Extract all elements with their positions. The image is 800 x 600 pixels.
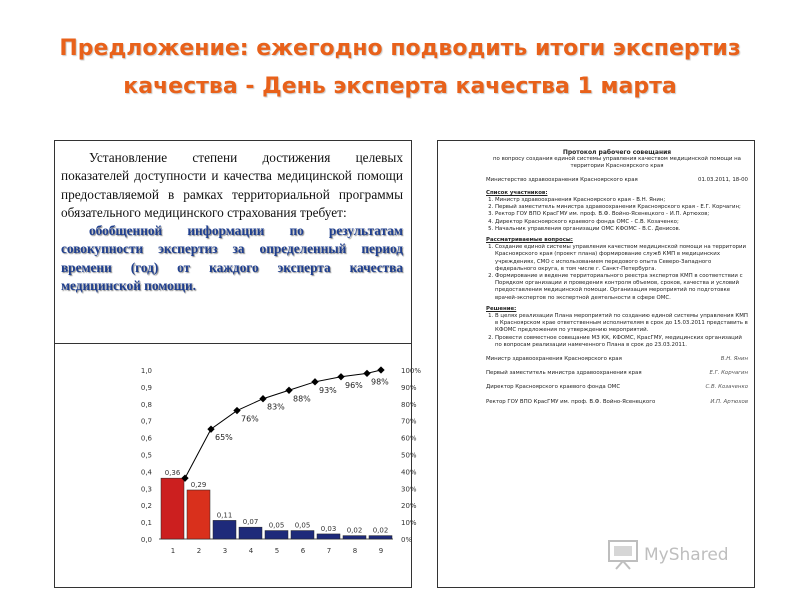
y-right-tick-label: 70% xyxy=(401,417,417,426)
questions-heading: Рассматриваемые вопросы: xyxy=(486,237,573,244)
y-left-tick-label: 0,8 xyxy=(140,400,152,409)
cumulative-point xyxy=(311,378,318,385)
question-item: 1. Создание единой системы управления качеством медицинской помощи на территории Красноярского края (проект плана) формирование служб КМП в медицинских учреждениях, СМО с использованием передового опыта Северо-Западного федерального округа, в том числе г. Санкт-Петербурга. xyxy=(495,244,748,273)
signature-row xyxy=(486,384,748,391)
decision-heading: Решение: xyxy=(486,305,517,312)
y-left-tick-label: 0,1 xyxy=(140,519,152,528)
y-left-tick-label: 0,3 xyxy=(140,485,152,494)
y-left-tick-label: 0,2 xyxy=(140,502,152,511)
protocol-org: Министерство здравоохранения Красноярского края xyxy=(486,176,638,183)
bar-value-label: 0,05 xyxy=(268,521,285,530)
bar-value-label: 0,02 xyxy=(346,526,363,535)
y-left-tick-label: 0,7 xyxy=(140,417,152,426)
participants-list xyxy=(486,197,748,233)
x-tick-label: 4 xyxy=(248,547,254,555)
cumulative-point-label: 88% xyxy=(293,394,311,404)
cumulative-point-label: 98% xyxy=(371,377,389,387)
y-left-tick-label: 0,5 xyxy=(140,451,152,460)
signature-role: Ректор ГОУ ВПО КрасГМУ им. проф. В.Ф. Войно-Ясенецкого xyxy=(486,398,656,405)
y-right-tick-label: 90% xyxy=(401,383,417,392)
watermark xyxy=(606,537,756,577)
participant-item: 1. Министр здравоохранения Красноярского края - В.Н. Янин; xyxy=(495,197,748,204)
signature-role: Первый заместитель министра здравоохранения края xyxy=(486,370,642,377)
bar-value-label: 0,29 xyxy=(190,480,207,489)
y-right-tick-label: 0% xyxy=(401,536,413,544)
bar xyxy=(161,478,184,539)
y-right-tick-label: 80% xyxy=(401,400,417,409)
cumulative-point-label: 83% xyxy=(267,402,285,412)
bar xyxy=(317,534,340,539)
slide-title-line-1: Предложение: ежегодно подводить итоги экспертиз xyxy=(59,36,741,61)
y-right-tick-label: 100% xyxy=(401,367,422,375)
pareto-chart xyxy=(55,346,422,586)
y-left-tick-label: 0,4 xyxy=(140,468,152,477)
signature-row xyxy=(486,356,748,363)
cumulative-point xyxy=(363,370,370,377)
cumulative-point xyxy=(377,366,384,373)
bar-value-label: 0,03 xyxy=(320,524,337,533)
decision-item: 2. Провести совместное совещание МЗ КК, КФОМС, КрасГМУ, медицинских организаций по вопросам реализации намеченного Плана в срок до 23.03.2011. xyxy=(495,335,748,349)
bar xyxy=(343,536,366,539)
cumulative-point xyxy=(337,373,344,380)
protocol-title: Протокол рабочего совещания xyxy=(562,149,672,156)
protocol-document xyxy=(437,140,755,588)
y-right-tick-label: 40% xyxy=(401,468,417,477)
x-tick-label: 5 xyxy=(274,547,280,555)
bar-value-label: 0,11 xyxy=(216,511,233,520)
y-right-tick-label: 50% xyxy=(401,451,417,460)
watermark-text: MyShared xyxy=(644,545,729,565)
cumulative-point-label: 65% xyxy=(215,433,233,443)
x-tick-label: 7 xyxy=(326,547,332,555)
bar xyxy=(187,490,210,539)
y-right-tick-label: 30% xyxy=(401,485,417,494)
slide-title-line-2: качества - День эксперта качества 1 марта xyxy=(123,74,677,99)
signature-role: Министр здравоохранения Красноярского края xyxy=(486,356,622,363)
signature-role: Директор Красноярского краевого фонда ОМС xyxy=(486,384,621,391)
panel-divider xyxy=(55,343,411,344)
x-tick-label: 9 xyxy=(378,547,384,555)
bar-value-label: 0,02 xyxy=(372,526,389,535)
bar xyxy=(291,531,314,539)
cumulative-point xyxy=(233,407,240,414)
bar-value-label: 0,36 xyxy=(164,469,181,478)
cumulative-point-label: 96% xyxy=(345,380,363,390)
protocol-page xyxy=(486,149,748,406)
requirements-text xyxy=(61,149,403,295)
x-tick-label: 1 xyxy=(170,547,176,555)
protocol-header-row xyxy=(486,177,748,184)
y-left-tick-label: 0,6 xyxy=(140,434,152,443)
bar-value-label: 0,07 xyxy=(242,518,259,527)
signature-name: Е.Г. Корчагин xyxy=(709,370,748,377)
presentation-board-icon xyxy=(606,537,640,571)
decisions-list xyxy=(486,313,748,349)
slide-title xyxy=(0,30,800,106)
left-panel xyxy=(54,140,422,588)
participant-item: 4. Директор Красноярского краевого фонда ОМС - С.В. Козаченко; xyxy=(495,219,748,226)
signature-row xyxy=(486,399,748,406)
signature-name: С.В. Козаченко xyxy=(705,384,748,391)
y-left-tick-label: 0,0 xyxy=(140,536,152,544)
x-tick-label: 8 xyxy=(352,547,358,555)
y-left-tick-label: 1,0 xyxy=(140,367,152,375)
participant-item: 5. Начальник управления организации ОМС КФОМС - В.С. Денисов. xyxy=(495,226,748,233)
cumulative-point xyxy=(259,395,266,402)
bar-value-label: 0,05 xyxy=(294,521,311,530)
requirements-paragraph: Установление степени достижения целевых показателей доступности и качества медицинской помощи предоставляемой в рамках территориальной программы обязательного медицинского страхования требует: xyxy=(61,150,403,220)
x-tick-label: 6 xyxy=(300,547,306,555)
x-tick-label: 3 xyxy=(222,547,228,555)
bar xyxy=(213,520,236,539)
decision-item: 1. В целях реализации Плана мероприятий по созданию единой системы управления КМП в Красноярском крае ответственным исполнителям в срок до 15.03.2011 представить в КФОМС предложения по утверждению мероприятий. xyxy=(495,313,748,335)
y-right-tick-label: 60% xyxy=(401,434,417,443)
questions-list xyxy=(486,244,748,302)
cumulative-point-label: 93% xyxy=(319,385,337,395)
participants-heading: Список участников: xyxy=(486,189,548,196)
cumulative-point xyxy=(207,425,214,432)
y-right-tick-label: 10% xyxy=(401,519,417,528)
signature-name: В.Н. Янин xyxy=(720,356,748,363)
bar xyxy=(369,536,392,539)
protocol-date: 01.03.2011, 18-00 xyxy=(698,176,748,183)
participant-item: 3. Ректор ГОУ ВПО КрасГМУ им. проф. В.Ф. Войно-Ясенецкого - И.П. Артюхов; xyxy=(495,211,748,218)
highlighted-requirement: обобщенной информации по результатам совокупности экспертиз за определенный период времени (год) от каждого эксперта качества медицинской помощи. xyxy=(61,223,403,294)
participant-item: 2. Первый заместитель министра здравоохранения Красноярского края - Е.Г. Корчагин; xyxy=(495,204,748,211)
bar xyxy=(239,527,262,539)
y-left-tick-label: 0,9 xyxy=(140,383,152,392)
protocol-subtitle: по вопросу создания единой системы управления качеством медицинской помощи на территории Красноярского края xyxy=(493,156,741,170)
question-item: 2. Формирование и ведение территориального реестра экспертов КМП в соответствии с Порядком организации и проведения контроля объемов, сроков, качества и условий предоставления медицинской помощи. Организация мероприятий по подготовке врачей-экспертов по экспертной деятельности в сфере ОМС. xyxy=(495,273,748,302)
cumulative-point xyxy=(285,387,292,394)
signature-row xyxy=(486,370,748,377)
x-tick-label: 2 xyxy=(196,547,202,555)
cumulative-point-label: 76% xyxy=(241,414,259,424)
bar xyxy=(265,531,288,539)
y-right-tick-label: 20% xyxy=(401,502,417,511)
signature-name: И.П. Артюхов xyxy=(710,398,748,405)
